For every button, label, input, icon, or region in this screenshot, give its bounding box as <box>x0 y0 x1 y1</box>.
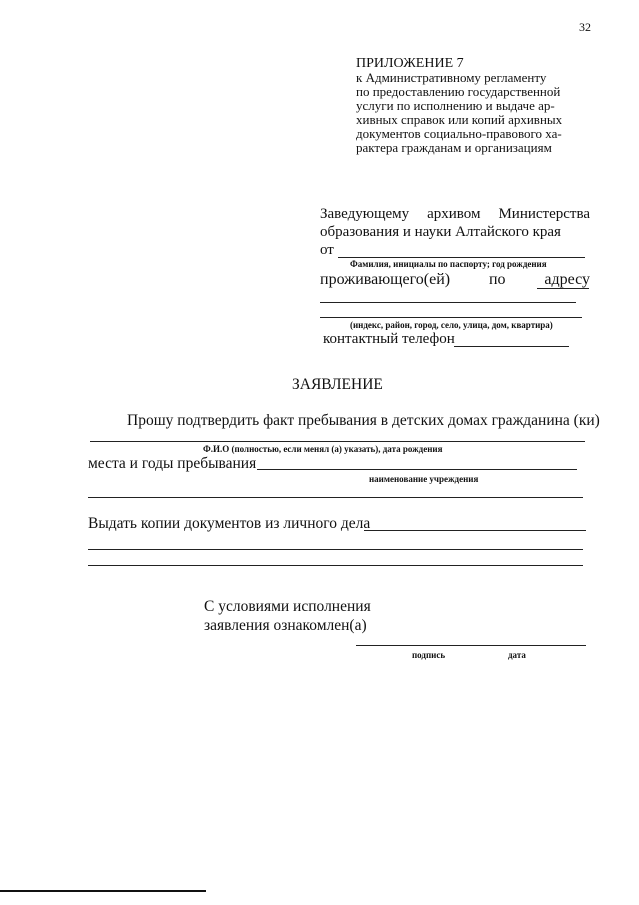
applicant-name-line[interactable] <box>338 257 585 258</box>
institution-line[interactable] <box>88 497 583 498</box>
phone-label: контактный телефон <box>323 331 455 347</box>
copies-label: Выдать копии документов из личного дела <box>88 515 371 532</box>
address-line-2[interactable] <box>320 317 582 318</box>
from-label: от <box>320 242 334 258</box>
copies-line-2[interactable] <box>88 565 583 566</box>
date-label: дата <box>508 650 526 660</box>
person-line[interactable] <box>90 441 585 442</box>
appendix-line: ПРИЛОЖЕНИЕ 7 <box>356 56 464 71</box>
residing-word: адресу <box>544 271 590 288</box>
recipient-line-1 <box>320 206 590 223</box>
institution-hint: наименование учреждения <box>369 474 479 484</box>
residing-line <box>320 271 590 289</box>
residing-word: по <box>488 271 506 288</box>
residing-word: проживающего(ей) <box>320 271 451 288</box>
page-number: 32 <box>579 20 591 34</box>
copies-line-1[interactable] <box>88 549 583 550</box>
name-hint: Фамилия, инициалы по паспорту; год рождения <box>350 259 547 269</box>
recipient-line-2: образования и науки Алтайского края <box>320 224 561 240</box>
conditions-line-2: заявления ознакомлен(а) <box>204 617 367 634</box>
person-hint: Ф.И.О (полностью, если менял (а) указать), дата рождения <box>203 444 443 454</box>
address-hint: (индекс, район, город, село, улица, дом, квартира) <box>350 320 553 330</box>
appendix-line: хивных справок или копий архивных <box>356 112 563 127</box>
conditions-line-1: С условиями исполнения <box>204 598 371 615</box>
recipient-word: Заведующему <box>320 206 410 222</box>
recipient-word: архивом <box>427 206 481 222</box>
page-bottom-divider <box>0 890 206 892</box>
appendix-line: рактера гражданам и организациям <box>356 140 552 155</box>
appendix-line: документов социально-правового ха- <box>356 126 562 141</box>
appendix-header <box>356 57 562 155</box>
appendix-line: услуги по исполнению и выдаче ар- <box>356 98 555 113</box>
appendix-line: к Административному регламенту <box>356 70 547 85</box>
signature-line[interactable] <box>356 645 586 646</box>
recipient-word: Министерства <box>498 206 590 222</box>
places-label: места и годы пребывания <box>88 455 257 472</box>
places-line[interactable] <box>257 469 577 470</box>
phone-line[interactable] <box>454 346 569 347</box>
sign-label: подпись <box>412 650 446 660</box>
document-title: ЗАЯВЛЕНИЕ <box>292 376 383 393</box>
request-text: Прошу подтвердить факт пребывания в детских домах гражданина (ки) <box>127 412 600 429</box>
copies-line-0[interactable] <box>364 530 586 531</box>
appendix-line: по предоставлению государственной <box>356 84 561 99</box>
address-line-1[interactable] <box>320 302 576 303</box>
address-line-0[interactable] <box>537 288 589 289</box>
